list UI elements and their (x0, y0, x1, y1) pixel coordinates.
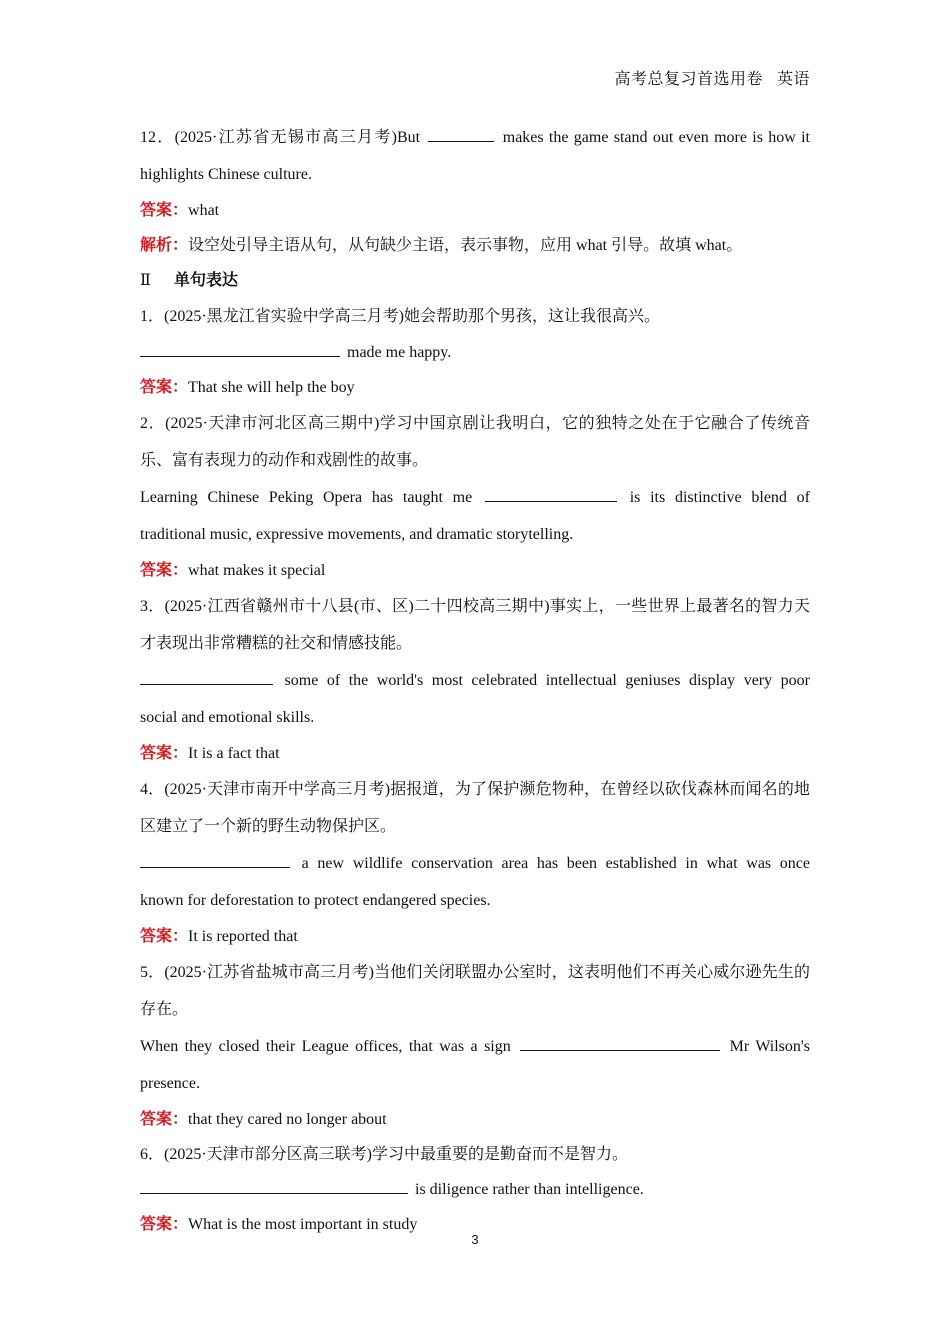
answer-text: what (188, 202, 220, 219)
page-header (614, 66, 810, 89)
book-title: 高考总复习首选用卷 (614, 71, 763, 88)
item-2-answer (140, 553, 810, 588)
question-source: (2025·天津市南开中学高三月考) (164, 781, 391, 798)
answer-label: 答案： (140, 379, 189, 396)
chinese-prompt: 学习中最重要的是勤奋而不是智力。 (372, 1146, 629, 1163)
analysis-label: 解析： (140, 237, 189, 254)
chinese-prompt: 事实上，一些世界上最著名的智力天才表现出非常糟糕的社交和情感技能。 (140, 598, 810, 652)
question-text: makes the game stand out even more is how it (502, 129, 811, 146)
answer-text: It is reported that (188, 928, 298, 945)
question-source: (2025·天津市河北区高三期中) (165, 415, 380, 432)
sentence-text: Learning Chinese Peking Opera has taught me (140, 489, 473, 506)
answer-text: That she will help the boy (188, 379, 355, 396)
answer-blank[interactable] (140, 866, 290, 868)
question-source: (2025·江苏省盐城市高三月考) (164, 964, 374, 981)
item-5-sentence (140, 1028, 810, 1065)
question-number: 5． (140, 964, 165, 981)
item-5-sentence-cont: presence. (140, 1075, 200, 1092)
answer-label: 答案： (140, 745, 189, 762)
item-6-sentence (140, 1172, 810, 1207)
item-4-sentence-cont: known for deforestation to protect endangered species. (140, 892, 491, 909)
item-3-answer (140, 736, 810, 771)
question-source: (2025·江西省赣州市十八县(市、区)二十四校高三期中) (164, 598, 550, 615)
sentence-text: is diligence rather than intelligence. (415, 1181, 644, 1198)
analysis-text: 设空处引导主语从句，从句缺少主语，表示事物，应用 what 引导。故填 what。 (188, 237, 743, 254)
item-1-sentence (140, 335, 810, 370)
question-number: 12． (140, 129, 175, 146)
question-number: 6． (140, 1146, 165, 1163)
item-3-sentence-cont: social and emotional skills. (140, 709, 315, 726)
answer-blank[interactable] (428, 140, 494, 142)
item-5-answer (140, 1102, 810, 1137)
question-source: (2025·天津市部分区高三联考) (164, 1146, 373, 1163)
answer-text: It is a fact that (188, 745, 280, 762)
answer-blank[interactable] (140, 1192, 408, 1194)
answer-blank[interactable] (140, 683, 273, 685)
question-text: But (397, 129, 421, 146)
answer-text: What is the most important in study (188, 1216, 418, 1233)
answer-label: 答案： (140, 1111, 189, 1128)
sentence-text: made me happy. (347, 344, 452, 361)
item-5-prompt (140, 954, 810, 1028)
answer-label: 答案： (140, 202, 189, 219)
question-number: 4． (140, 781, 165, 798)
q12-line2: highlights Chinese culture. (140, 166, 312, 183)
item-2-sentence-cont: traditional music, expressive movements, and dramatic storytelling. (140, 526, 574, 543)
chinese-prompt: 据报道，为了保护濒危物种，在曾经以砍伐森林而闻名的地区建立了一个新的野生动物保护区。 (140, 781, 810, 835)
item-1-prompt (140, 298, 810, 335)
item-2-sentence (140, 479, 810, 516)
item-3-sentence (140, 662, 810, 699)
sentence-text: a new wildlife conservation area has been established in what was once (301, 855, 810, 872)
page-content (140, 119, 810, 1242)
q12-answer (140, 193, 810, 228)
section-title: 单句表达 (174, 272, 239, 289)
answer-text: what makes it special (188, 562, 326, 579)
item-3-prompt (140, 588, 810, 662)
answer-blank[interactable] (485, 500, 617, 502)
subject-label: 英语 (776, 71, 810, 88)
item-4-sentence (140, 845, 810, 882)
question-number: 1． (140, 308, 165, 325)
sentence-text: Mr Wilson's (729, 1038, 811, 1055)
q12-analysis (140, 228, 810, 263)
question-source: (2025·黑龙江省实验中学高三月考) (164, 308, 405, 325)
item-2-prompt (140, 405, 810, 479)
chinese-prompt: 她会帮助那个男孩，这让我很高兴。 (404, 308, 661, 325)
q12-line1 (140, 119, 810, 156)
answer-blank[interactable] (140, 355, 340, 357)
sentence-text: is its distinctive blend of (629, 489, 810, 506)
chinese-prompt: 当他们关闭联盟办公室时，这表明他们不再关心威尔逊先生的存在。 (140, 964, 810, 1018)
answer-label: 答案： (140, 928, 189, 945)
chinese-prompt: 学习中国京剧让我明白，它的独特之处在于它融合了传统音乐、富有表现力的动作和戏剧性的故事。 (140, 415, 810, 469)
question-source: (2025·江苏省无锡市高三月考) (174, 129, 397, 146)
question-number: 3． (140, 598, 165, 615)
item-4-answer (140, 919, 810, 954)
item-1-answer (140, 370, 810, 405)
sentence-text: When they closed their League offices, that was a sign (140, 1038, 511, 1055)
item-4-prompt (140, 771, 810, 845)
answer-label: 答案： (140, 1216, 189, 1233)
section-numeral: Ⅱ (140, 272, 151, 289)
page-number: 3 (471, 1232, 479, 1247)
item-6-prompt (140, 1137, 810, 1172)
answer-text: that they cared no longer about (188, 1111, 387, 1128)
answer-label: 答案： (140, 562, 189, 579)
answer-blank[interactable] (520, 1049, 720, 1051)
sentence-text: some of the world's most celebrated intellectual geniuses display very poor (284, 672, 811, 689)
question-number: 2． (140, 415, 166, 432)
section-heading (140, 263, 810, 298)
